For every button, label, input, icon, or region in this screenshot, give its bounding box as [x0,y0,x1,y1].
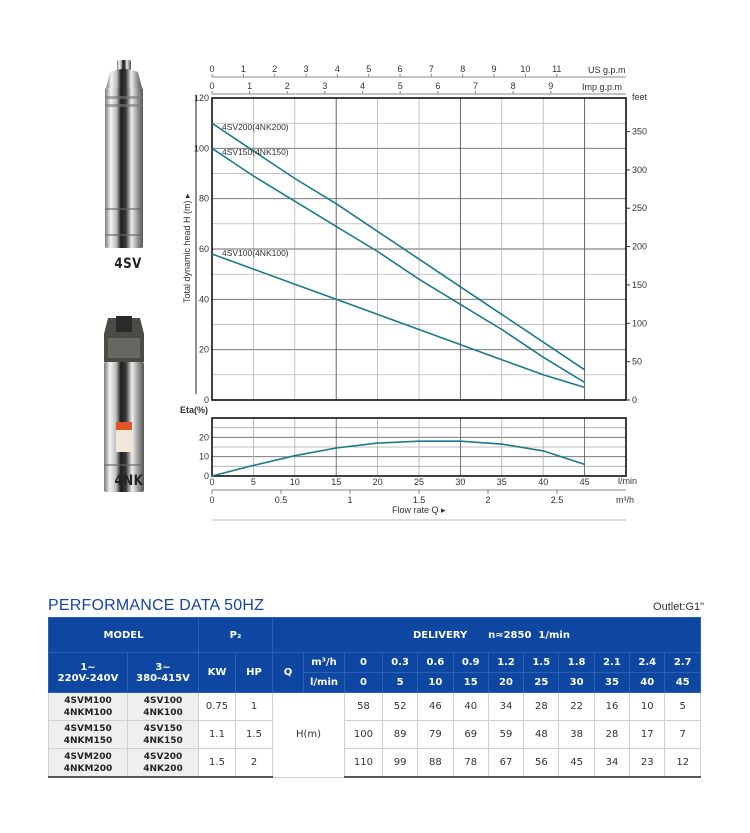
lmin-value: 30 [559,673,594,693]
head-value: 28 [524,693,559,721]
hp-value: 1 [236,693,273,721]
svg-text:5: 5 [250,477,256,487]
flow-axis [209,477,626,505]
m3h-value: 0 [345,653,383,673]
svg-text:20: 20 [198,432,209,443]
svg-text:1: 1 [240,64,246,74]
svg-text:0: 0 [209,477,215,487]
svg-text:9: 9 [548,81,554,91]
head-value: 56 [524,749,559,778]
svg-text:10: 10 [198,451,209,462]
m3h-value: 1.2 [488,653,523,673]
svg-text:100: 100 [632,318,648,329]
svg-text:10: 10 [520,64,531,74]
svg-text:1: 1 [247,81,253,91]
svg-text:0: 0 [209,495,215,505]
hp-value: 2 [236,749,273,778]
outlet-size: Outlet:G1" [653,601,704,613]
m3h-value: 1.5 [524,653,559,673]
performance-chart [170,58,660,528]
svg-text:80: 80 [198,193,209,204]
feet-label: feet [632,92,648,102]
svg-text:11: 11 [552,64,562,74]
svg-text:3: 3 [303,64,309,74]
svg-text:150: 150 [632,279,648,290]
single-phase-model: 4SVM150 4NKM150 [49,721,128,749]
us-gpm-label: US g.p.m [588,65,626,75]
svg-text:25: 25 [413,477,425,487]
svg-text:350: 350 [632,126,648,137]
header-p2: P₂ [199,618,273,653]
svg-text:45: 45 [579,477,590,487]
head-value: 48 [524,721,559,749]
head-value: 99 [382,749,417,778]
header-delivery: DELIVERY n≈2850 1/min [273,618,701,653]
head-value: 34 [488,693,523,721]
svg-text:0: 0 [203,395,209,405]
svg-text:7: 7 [428,64,434,74]
svg-text:2.5: 2.5 [550,495,564,505]
header-kw: KW [199,653,236,693]
lmin-value: 40 [630,673,665,693]
svg-text:15: 15 [331,477,342,487]
head-value: 67 [488,749,523,778]
lmin-value: 20 [488,673,523,693]
series-label-4sv100: 4SV100(4NK100) [222,248,289,258]
svg-text:2: 2 [284,81,290,91]
m3h-unit-label: m³/h [616,495,634,505]
header-m3h: m³/h [304,653,345,673]
head-value: 10 [630,693,665,721]
svg-text:8: 8 [460,64,466,74]
series-label-4sv200: 4SV200(4NK200) [222,122,289,132]
svg-text:7: 7 [472,81,478,91]
performance-table [48,617,701,778]
pump-4nk-label: 4NK [114,473,144,489]
pump-4sv-label: 4SV [114,256,142,272]
svg-text:40: 40 [538,477,549,487]
svg-text:0.5: 0.5 [274,495,288,505]
kw-value: 1.5 [199,749,236,778]
kw-value: 0.75 [199,693,236,721]
header-q: Q [273,653,304,693]
svg-text:6: 6 [397,64,403,74]
head-value: 69 [453,721,488,749]
header-hp: HP [236,653,273,693]
lmin-value: 0 [345,673,383,693]
head-value: 40 [453,693,488,721]
svg-text:3: 3 [322,81,328,91]
eta-label: Eta(%) [180,405,209,415]
table-row [49,693,701,721]
svg-text:2: 2 [485,495,491,505]
single-phase-model: 4SVM200 4NKM200 [49,749,128,778]
svg-text:5: 5 [397,81,403,91]
svg-text:20: 20 [372,477,383,487]
three-phase-model: 4SV200 4NK200 [128,749,199,778]
three-phase-model: 4SV150 4NK150 [128,721,199,749]
svg-text:0: 0 [209,64,215,74]
lmin-value: 45 [665,673,701,693]
svg-text:4: 4 [334,64,340,74]
lmin-value: 35 [594,673,629,693]
table-row [49,749,701,778]
head-value: 23 [630,749,665,778]
lmin-unit-label: l/min [618,476,638,486]
svg-text:120: 120 [193,93,209,103]
head-value: 28 [594,721,629,749]
head-label: H(m) [273,693,345,778]
svg-text:35: 35 [496,477,507,487]
head-value: 58 [345,693,383,721]
imp-gpm-label: Imp g.p.m [582,82,623,92]
lmin-value: 15 [453,673,488,693]
svg-text:300: 300 [632,164,648,175]
head-value: 45 [559,749,594,778]
header-three-phase: 3~ 380-415V [128,653,199,693]
head-value: 59 [488,721,523,749]
svg-text:10: 10 [289,477,300,487]
m3h-value: 2.1 [594,653,629,673]
head-value: 78 [453,749,488,778]
head-value: 88 [418,749,453,778]
header-lmin: l/min [304,673,345,693]
svg-text:30: 30 [455,477,466,487]
svg-text:50: 50 [632,356,643,367]
svg-text:5: 5 [366,64,372,74]
head-value: 22 [559,693,594,721]
svg-text:2: 2 [272,64,278,74]
m3h-value: 2.4 [630,653,665,673]
imp-gpm-axis [209,81,626,94]
svg-text:1.5: 1.5 [412,495,426,505]
head-value: 38 [559,721,594,749]
three-phase-model: 4SV100 4NK100 [128,693,199,721]
hp-value: 1.5 [236,721,273,749]
svg-text:0: 0 [632,395,638,405]
flow-rate-title: Flow rate Q ▸ [392,505,446,515]
single-phase-model: 4SVM100 4NKM100 [49,693,128,721]
svg-text:6: 6 [435,81,441,91]
efficiency-curve [212,441,585,476]
lmin-value: 25 [524,673,559,693]
svg-text:8: 8 [510,81,516,91]
svg-text:0: 0 [209,81,215,91]
header-single-phase: 1~ 220V-240V [49,653,128,693]
pump-4nk-image [100,314,148,496]
svg-text:1: 1 [347,495,353,505]
lmin-value: 10 [418,673,453,693]
svg-text:250: 250 [632,203,648,214]
m3h-value: 1.8 [559,653,594,673]
head-value: 100 [345,721,383,749]
svg-text:40: 40 [198,294,209,305]
head-value: 5 [665,693,701,721]
head-value: 34 [594,749,629,778]
svg-text:20: 20 [198,344,209,355]
head-value: 12 [665,749,701,778]
head-value: 16 [594,693,629,721]
head-value: 89 [382,721,417,749]
m3h-value: 2.7 [665,653,701,673]
svg-text:0: 0 [203,471,209,481]
head-value: 79 [418,721,453,749]
svg-text:4: 4 [360,81,366,91]
lmin-value: 5 [382,673,417,693]
head-value: 17 [630,721,665,749]
m3h-value: 0.6 [418,653,453,673]
header-model: MODEL [49,618,199,653]
head-value: 110 [345,749,383,778]
head-value: 46 [418,693,453,721]
performance-title: PERFORMANCE DATA 50HZ [48,597,265,614]
svg-text:100: 100 [193,143,209,154]
svg-text:60: 60 [198,244,209,254]
svg-text:200: 200 [632,241,648,252]
kw-value: 1.1 [199,721,236,749]
pump-4sv-image [100,58,148,258]
series-label-4sv150: 4SV150(4NK150) [222,147,289,157]
efficiency-chart-grid [199,418,626,481]
m3h-value: 0.3 [382,653,417,673]
head-value: 7 [665,721,701,749]
svg-text:9: 9 [491,64,497,74]
y-axis-title: Total dynamic head H (m) ▸ [182,193,192,303]
table-row [49,721,701,749]
us-gpm-axis [209,64,626,77]
m3h-value: 0.9 [453,653,488,673]
head-value: 52 [382,693,417,721]
